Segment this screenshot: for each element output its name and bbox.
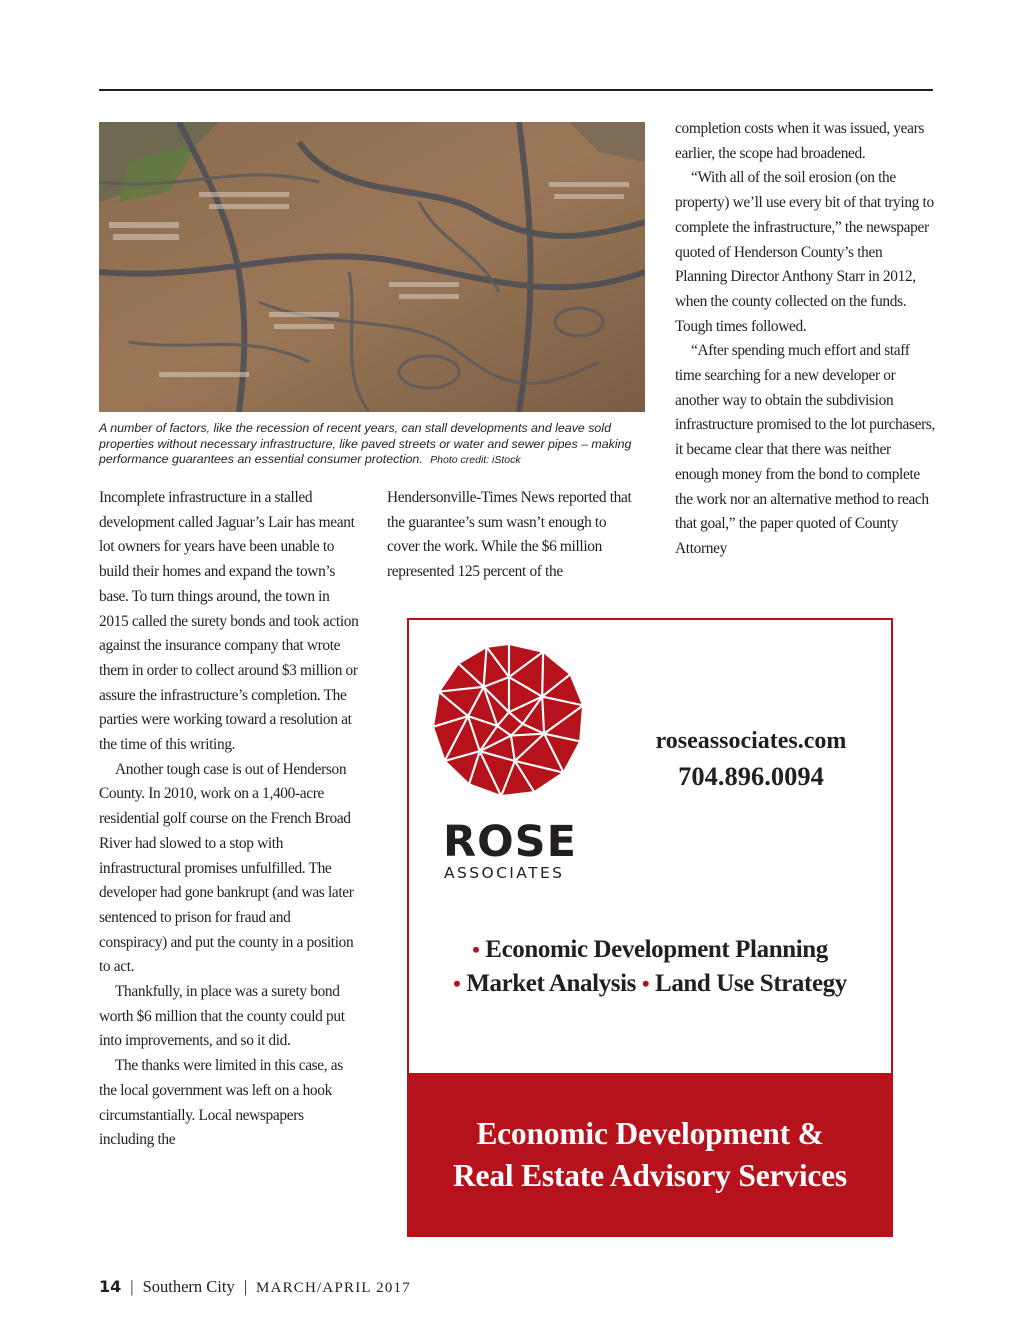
paragraph: “After spending much effort and staff time searching for a new developer or another way to obtain the subdivision infrastructure promised to the lot purchasers, it became clear that there was neither enough money from the bond to complete the work nor an alternative method to reach that goal,” the paper quoted of County Attorney bbox=[675, 342, 935, 557]
paragraph: “With all of the soil erosion (on the property) we’ll use every bit of that trying to complete the infrastructure,” the newspaper quoted of Henderson County’s then Planning Director Anthony Starr in 2012, when the county collected on the funds. Tough times followed. bbox=[675, 169, 934, 335]
article-column-1 bbox=[99, 486, 361, 1153]
paragraph: The thanks were limited in this case, as the local government was left on a hook circumstantially. Local newspapers including the bbox=[99, 1057, 343, 1149]
rose-associates-advertisement bbox=[407, 618, 893, 1237]
paragraph: Another tough case is out of Henderson County. In 2010, work on a 1,400-acre residential golf course on the French Broad River had slowed to a stop with infrastructural promises unfulfilled. The developer had gone bankrupt (and was later sentenced to prison for fraud and conspiracy) and put the county in a position to act. bbox=[99, 760, 354, 976]
page-footer bbox=[99, 1276, 411, 1299]
service-item: Market Analysis bbox=[466, 970, 637, 997]
paragraph: completion costs when it was issued, years earlier, the scope had broadened. bbox=[675, 120, 925, 162]
photo-credit: Photo credit: iStock bbox=[430, 454, 521, 466]
aerial-subdivision-photo bbox=[99, 122, 645, 412]
issue-date: MARCH/APRIL 2017 bbox=[256, 1280, 411, 1296]
footer-separator: | bbox=[243, 1277, 248, 1296]
magazine-name: Southern City bbox=[142, 1277, 235, 1296]
ad-tagline-band bbox=[409, 1073, 891, 1235]
bullet: • bbox=[453, 971, 461, 996]
service-item: Economic Development Planning bbox=[485, 936, 828, 963]
photo-caption bbox=[99, 421, 651, 469]
ad-phone: 704.896.0094 bbox=[678, 761, 824, 791]
paragraph: Thankfully, in place was a surety bond worth $6 million that the county could put into improvements, and so it did. bbox=[99, 983, 345, 1050]
tagline-line-2: Real Estate Advisory Services bbox=[452, 1158, 847, 1193]
ad-services bbox=[409, 933, 891, 1001]
service-item: Land Use Strategy bbox=[655, 970, 847, 997]
article-column-3 bbox=[675, 117, 937, 562]
paragraph: Hendersonville-Times News reported that the guarantee’s sum wasn’t enough to cover the work. While the $6 million represented 125 percent of the bbox=[387, 489, 632, 581]
brand-subtitle: ASSOCIATES bbox=[444, 864, 565, 882]
tagline-line-1: Economic Development & bbox=[476, 1116, 824, 1151]
bullet: • bbox=[472, 937, 480, 962]
header-rule bbox=[99, 89, 933, 91]
paragraph: Incomplete infrastructure in a stalled development called Jaguar’s Lair has meant lot owners for years have been unable to build their homes and expand the town’s base. To turn things around, the town in 2015 called the surety bonds and took action against the insurance company that wrote them in order to collect around $3 million or assure the infrastructure’s completion. The parties were working toward a resolution at the time of this writing. bbox=[99, 489, 359, 754]
brand-name: ROSE bbox=[443, 817, 578, 867]
page-number: 14 bbox=[99, 1277, 122, 1296]
ad-website: roseassociates.com bbox=[655, 728, 847, 754]
caption-text: A number of factors, like the recession of recent years, can stall developments and leave sold properties without necessary infrastructure, like paved streets or water and sewer pipes – making performance guarantees an essential consumer protection. bbox=[99, 421, 632, 466]
services-line-1 bbox=[409, 933, 891, 967]
services-line-2 bbox=[409, 967, 891, 1001]
article-column-2 bbox=[387, 486, 639, 585]
footer-separator: | bbox=[130, 1277, 134, 1296]
geodesic-sphere-logo-icon bbox=[429, 640, 589, 800]
bullet: • bbox=[641, 971, 650, 996]
